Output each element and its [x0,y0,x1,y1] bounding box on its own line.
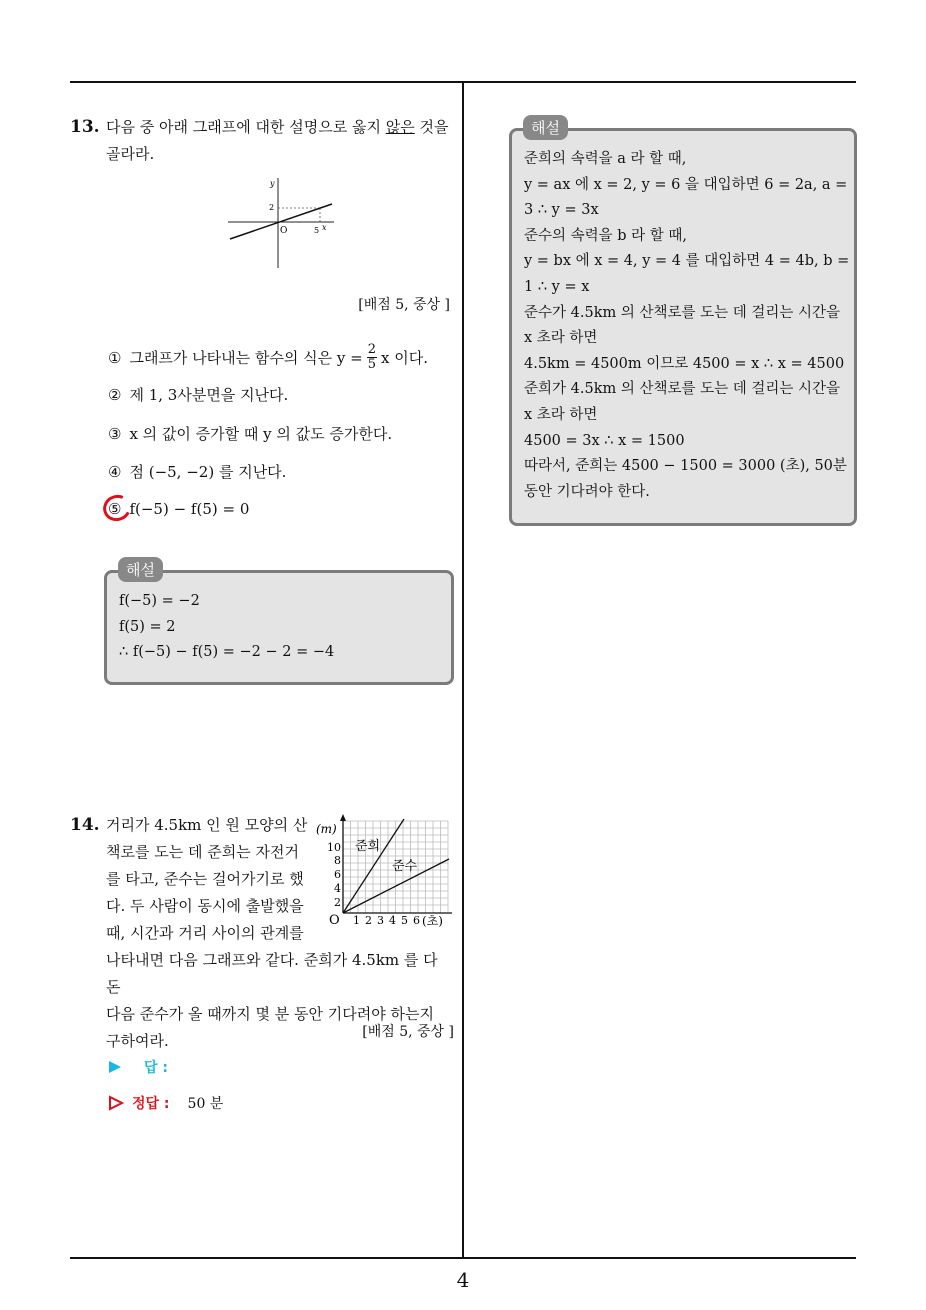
q14-solution-line: 준희의 속력을 a 라 할 때, [524,151,687,167]
q14-x-tick: 5 [401,914,408,927]
q14-label-fast: 준희 [355,839,381,854]
q14-solution-line: 4500 = 3x ∴ x = 1500 [524,432,685,449]
q14-solution-line: 따라서, 준희는 4500 − 1500 = 3000 (초), 50분 [524,458,847,475]
q13-choice-4[interactable] [108,461,286,482]
q14-line: 때, 시간과 거리 사이의 관계를 [106,924,304,942]
q14-solution-line: y = bx 에 x = 4, y = 4 를 대입하면 4 = 4b, b = [524,253,850,270]
q14-graph [312,812,460,932]
q13-score: [배점 5, 중상 ] [358,297,450,313]
q14-solution-tag: 해설 [523,115,568,140]
q14-y-tick: 6 [334,868,341,881]
q14-answer-row[interactable] [108,1057,168,1077]
choice-text: x 의 값이 증가할 때 y 의 값도 증가한다. [129,425,393,443]
q14-y-ticks [327,841,341,909]
fraction [367,343,377,372]
choice-number: ④ [108,462,122,481]
q14-x-tick: 4 [389,914,396,927]
q14-line: 다음 준수가 올 때까지 몇 분 동안 기다려야 하는지 [106,1005,434,1023]
q14-solution-line: y = ax 에 x = 2, y = 6 을 대입하면 6 = 2a, a = [524,176,848,193]
q14-solution-line: x 초라 하면 [524,330,598,347]
q13-text-post: 것을 [414,118,449,136]
q14-solution-line: 준희가 4.5km 의 산책로를 도는 데 걸리는 시간을 [524,381,840,398]
q14-line: 구하여라. [106,1032,169,1050]
q13-number: 13. [70,117,100,137]
q13-solution-line: ∴ f(−5) − f(5) = −2 − 2 = −4 [119,644,335,661]
q14-solution-box [509,128,857,526]
fraction-numerator: 2 [367,342,376,357]
q14-x-unit: (초) [422,914,443,928]
q14-line: 거리가 4.5km 인 원 모양의 산 [106,816,308,834]
q14-x-tick: 6 [413,914,420,927]
choice-number: ③ [108,424,122,443]
play-arrow-icon [108,1060,122,1074]
q14-y-tick: 8 [334,854,341,867]
choice-number: ② [108,385,122,404]
q14-y-unit: (m) [316,822,337,836]
q13-choice-2[interactable] [108,384,288,405]
q13-text [106,114,458,168]
q14-score: [배점 5, 중상 ] [362,1024,454,1040]
q13-origin: O [280,226,288,236]
q14-y-tick: 2 [334,896,341,909]
q13-x-label: x [322,223,327,232]
play-arrow-outline-icon [108,1095,124,1111]
q13-text-underlined: 않은 [385,118,415,136]
q14-solution-line: 4.5km = 4500m 이므로 4500 = x ∴ x = 4500 [524,355,845,372]
q14-number: 14. [70,815,100,835]
q14-y-arrow [340,814,346,821]
q14-y-tick: 4 [334,882,341,895]
q13-y-label: y [270,179,275,188]
q14-origin: O [329,913,340,928]
choice-text: f(−5) − f(5) = 0 [129,500,250,518]
q14-solution-line: 1 ∴ y = x [524,278,590,295]
q13-text-pre: 다음 중 아래 그래프에 대한 설명으로 옳지 [106,118,386,136]
q14-x-tick: 1 [353,914,360,927]
q14-x-tick: 3 [377,914,384,927]
q13-solution-lines [119,589,334,666]
q14-solution-line: 3 ∴ y = 3x [524,202,599,219]
q14-x-tick: 2 [365,914,372,927]
q13-solution-tag: 해설 [118,557,163,582]
choice-text: 점 (−5, −2) 를 지난다. [129,463,287,481]
q14-correct-value: 50 분 [187,1096,224,1112]
q13-solution-line: f(−5) = −2 [119,593,200,609]
bottom-rule [70,1257,856,1259]
q14-label-slow: 준수 [392,859,418,874]
q14-answer-label: 답 : [144,1060,168,1076]
q14-correct-label: 정답 : [132,1096,170,1112]
q14-solution-lines [524,147,849,505]
page-number: 4 [456,1268,470,1292]
q14-line: 나타내면 다음 그래프와 같다. 준희가 4.5km 를 다 돈 [106,951,438,996]
choice-text-post: x 이다. [381,349,428,367]
q13-choice-1[interactable] [108,343,428,372]
q14-solution-line: 동안 기다려야 한다. [524,483,650,500]
q14-correct-row [108,1093,223,1113]
q14-line: 다. 두 사람이 동시에 출발했을 [106,897,304,915]
fraction-denominator: 5 [367,357,376,372]
choice-text-pre: 그래프가 나타내는 함수의 식은 y = [129,349,363,367]
answer-circle-mark [99,491,134,525]
q13-text-line2: 골라라. [106,145,155,163]
q14-solution-line: 준수의 속력을 b 라 할 때, [524,227,687,244]
q13-graph [222,172,342,272]
q13-tick-x: 5 [314,226,320,235]
q14-x-ticks [353,914,420,927]
q13-solution-box [104,570,454,685]
choice-text: 제 1, 3사분면을 지난다. [129,386,289,404]
q14-y-tick: 10 [327,841,341,854]
column-divider [462,82,464,1258]
q13-choice-3[interactable] [108,423,392,444]
choice-number: ① [108,348,122,367]
choice-number: ⑤ [108,500,122,518]
q14-line: 를 타고, 준수는 걸어가기로 했 [106,870,304,888]
q13-tick-y: 2 [269,203,275,212]
q14-solution-line: 준수가 4.5km 의 산책로를 도는 데 걸리는 시간을 [524,304,840,321]
q14-solution-line: x 초라 하면 [524,406,598,423]
q13-solution-line: f(5) = 2 [119,618,176,635]
q14-line: 책로를 도는 데 준희는 자전거 [106,843,299,861]
